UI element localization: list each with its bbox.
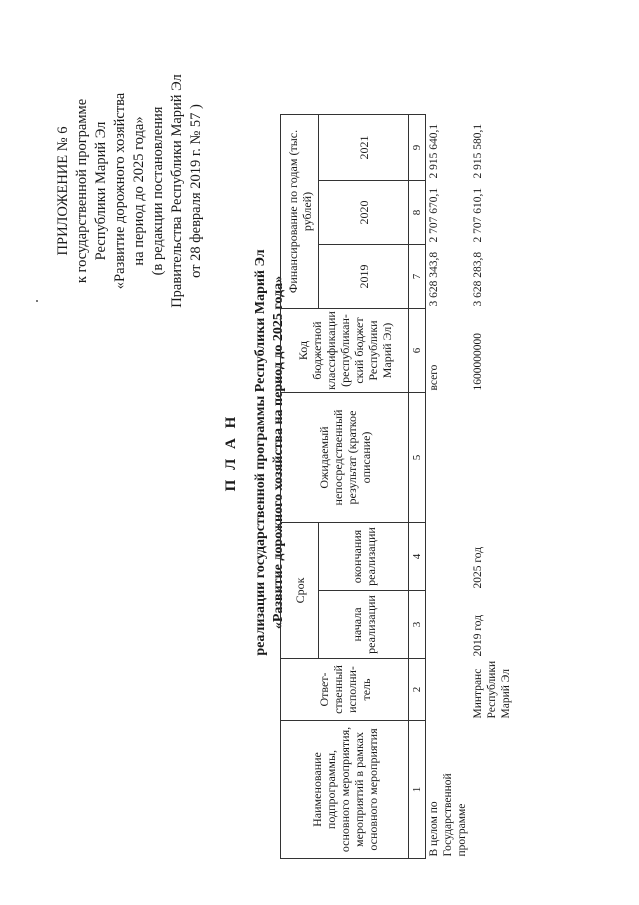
column-number: 9 [409,115,426,181]
plan-title: П Л А Н [223,413,239,492]
row-value-2021: 2 915 580,1 [472,123,484,179]
column-number: 4 [409,523,426,591]
appendix-line: (в редакции постановления [150,106,166,276]
column-number: 3 [409,591,426,659]
column-number: 2 [409,659,426,721]
rotated-content [8,8,639,897]
row-end [426,523,471,591]
appendix-line: к государственной программе [74,98,90,284]
appendix-line: «Развитие дорожного хозяйства [112,92,128,290]
header-start: начала реализации [319,591,409,659]
header-financing: Финансирование по годам (тыс. рублей) [281,115,319,309]
column-number: 6 [409,309,426,393]
header-year-2019: 2019 [319,245,409,309]
row-name: В целом по Государственной программе [428,773,468,857]
appendix-line: Правительства Республики Марий Эл [169,74,185,308]
scan-speck [36,300,38,302]
header-year-2020: 2020 [319,181,409,245]
row-name [470,721,514,859]
appendix-header [54,26,206,356]
row-executor: Минтранс Республики Марий Эл [472,660,512,719]
row-result [426,393,471,523]
row-value-2020: 2 707 610,1 [472,187,484,243]
column-number: 1 [409,721,426,859]
appendix-number: ПРИЛОЖЕНИЕ № 6 [55,126,71,256]
row-executor [426,659,471,721]
appendix-line: на период до 2025 года» [131,116,147,266]
row-start [426,591,471,659]
header-name: Наименование подпрограммы, основного мероприятия, мероприятий в рамках основного мероприятия [281,721,409,859]
appendix-date-line: от 28 февраля 2019 г. № 57 ) [188,104,204,278]
row-value-2020: 2 707 670,1 [428,187,440,243]
header-result: Ожидаемый непосредственный результат (краткое описание) [281,393,409,523]
header-executor: Ответ-ственный исполни-тель [281,659,409,721]
row-end: 2025 год [472,546,484,589]
header-end: окончания реализации [319,523,409,591]
plan-subtitle-program: «Развитие дорожного хозяйства на период до 2025 года» [271,275,286,630]
column-number: 8 [409,181,426,245]
header-term: Срок [281,523,319,659]
row-value-2021: 2 915 640,1 [428,123,440,179]
header-budget-code: Код бюджетной классификации (республикан-ский бюджет Республики Марий Эл) [281,309,409,393]
column-number: 5 [409,393,426,523]
row-value-2019: 3 628 283,8 [472,251,484,307]
row-code: всего [428,364,440,391]
plan-title-block [223,8,288,897]
header-year-2021: 2021 [319,115,409,181]
row-result [470,393,514,523]
plan-subtitle: реализации государственной программы Республики Марий Эл [253,249,268,656]
row-code: 1600000000 [472,333,484,391]
column-number: 7 [409,245,426,309]
plan-table [280,114,514,859]
row-value-2019: 3 628 343,8 [428,251,440,307]
row-start: 2019 год [472,614,484,657]
appendix-line: Республики Марий Эл [93,121,109,261]
